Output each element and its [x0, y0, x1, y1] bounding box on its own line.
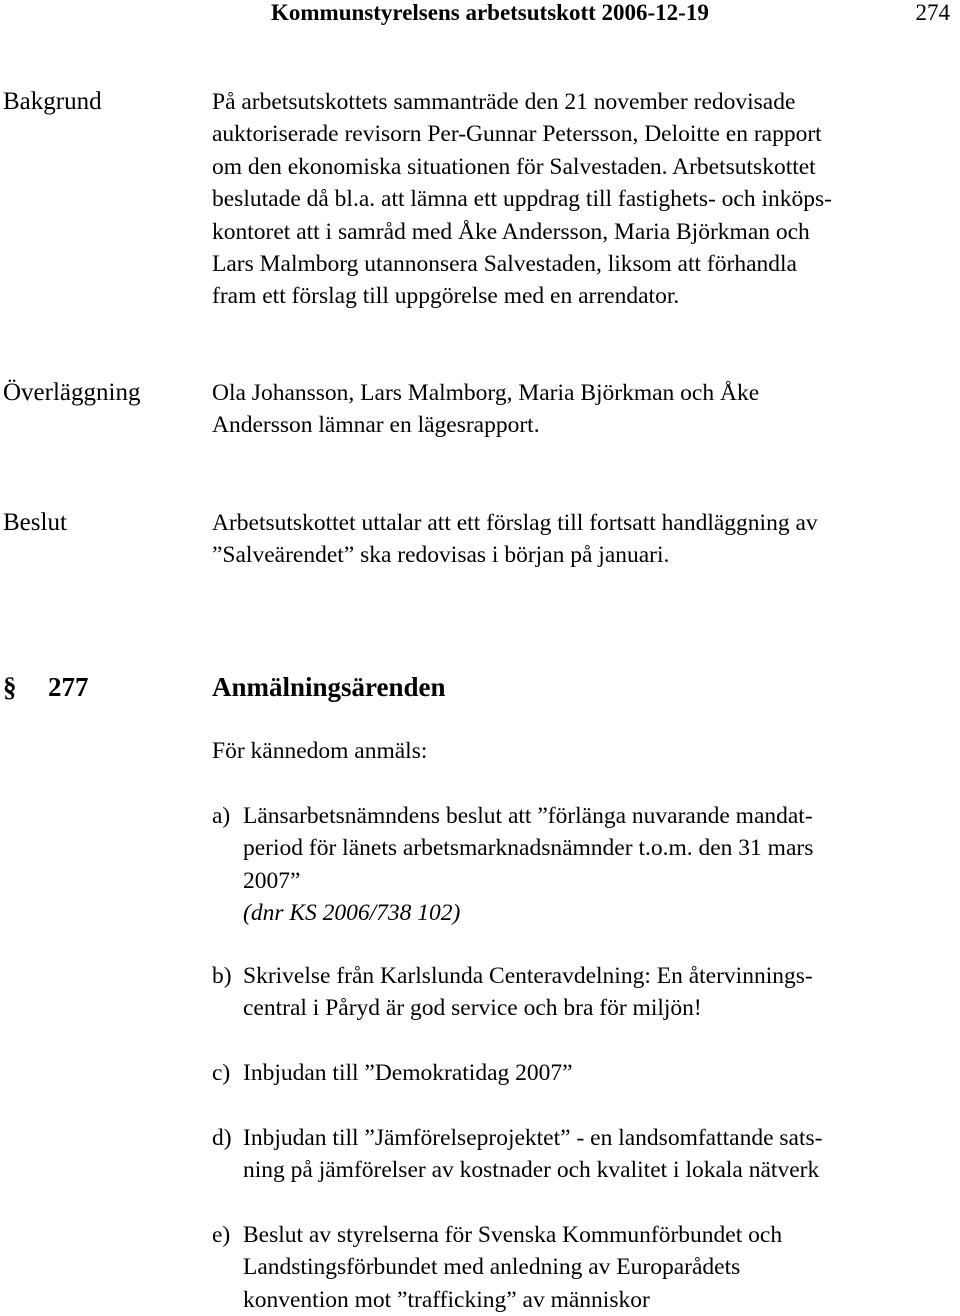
list-marker: b) [212, 963, 232, 989]
list-marker: d) [212, 1125, 232, 1151]
list-item-text [243, 1122, 822, 1187]
list-item-text [243, 960, 813, 1025]
text-line: konvention mot ”trafficking” av människor [243, 1286, 650, 1313]
text-line: beslutade då bl.a. att lämna ett uppdrag till fastighets- och inköps- [212, 186, 832, 213]
text-line: Beslut av styrelserna för Svenska Kommunförbundet och [243, 1222, 783, 1248]
text-line: auktoriserade revisorn Per-Gunnar Petersson, Deloitte en rapport [212, 121, 822, 148]
text-line: kontoret att i samråd med Åke Andersson, Maria Björkman och [212, 218, 810, 245]
text-line: Lars Malmborg utannonsera Salvestaden, liksom att förhandla [212, 251, 797, 278]
list-item-text [243, 800, 813, 930]
page-number: 274 [915, 0, 950, 25]
text-line: Länsarbetsnämndens beslut att ”förlänga nuvarande mandat- [243, 803, 813, 829]
list-marker: c) [212, 1060, 231, 1086]
paragraph-intro: För kännedom anmäls: [212, 738, 428, 764]
list-item-text [243, 1219, 782, 1316]
section-text-beslut [212, 507, 947, 572]
text-line: ”Salveärendet” ska redovisas i början på januari. [212, 542, 670, 569]
paragraph-number: 277 [48, 672, 89, 702]
text-line: ning på jämförelser av kostnader och kvalitet i lokala nätverk [243, 1157, 820, 1184]
text-line: Landstingsförbundet med anledning av Europarådets [243, 1254, 741, 1281]
list-item-text [243, 1057, 573, 1089]
section-label-beslut: Beslut [3, 509, 67, 536]
text-line: Andersson lämnar en lägesrapport. [212, 412, 540, 439]
section-text-overlaggning [212, 377, 947, 442]
text-line: På arbetsutskottets sammanträde den 21 november redovisade [212, 89, 796, 115]
text-line: central i Påryd är god service och bra för miljön! [243, 995, 702, 1022]
paragraph-sign: § [3, 672, 17, 702]
paragraph-title: Anmälningsärenden [212, 672, 446, 702]
section-text-bakgrund [212, 86, 947, 313]
reference-number: (dnr KS 2006/738 102) [243, 900, 461, 927]
text-line: period för länets arbetsmarknadsnämnder t.o.m. den 31 mars [243, 835, 814, 862]
text-line: Ola Johansson, Lars Malmborg, Maria Björkman och Åke [212, 380, 760, 406]
section-label-overlaggning: Överläggning [3, 379, 141, 406]
text-line: 2007” [243, 867, 301, 894]
page-header [271, 0, 954, 27]
section-label-bakgrund: Bakgrund [3, 88, 102, 115]
text-line: Inbjudan till ”Jämförelseprojektet” - en landsomfattande sats- [243, 1125, 823, 1151]
list-marker: e) [212, 1222, 231, 1248]
list-marker: a) [212, 803, 231, 829]
text-line: Inbjudan till ”Demokratidag 2007” [243, 1060, 573, 1086]
text-line: om den ekonomiska situationen för Salvestaden. Arbetsutskottet [212, 153, 816, 180]
document-title: Kommunstyrelsens arbetsutskott 2006-12-19 [271, 0, 709, 25]
text-line: Skrivelse från Karlslunda Centeravdelning: En återvinnings- [243, 963, 813, 989]
text-line: Arbetsutskottet uttalar att ett förslag till fortsatt handläggning av [212, 510, 818, 536]
text-line: fram ett förslag till uppgörelse med en arrendator. [212, 283, 680, 310]
